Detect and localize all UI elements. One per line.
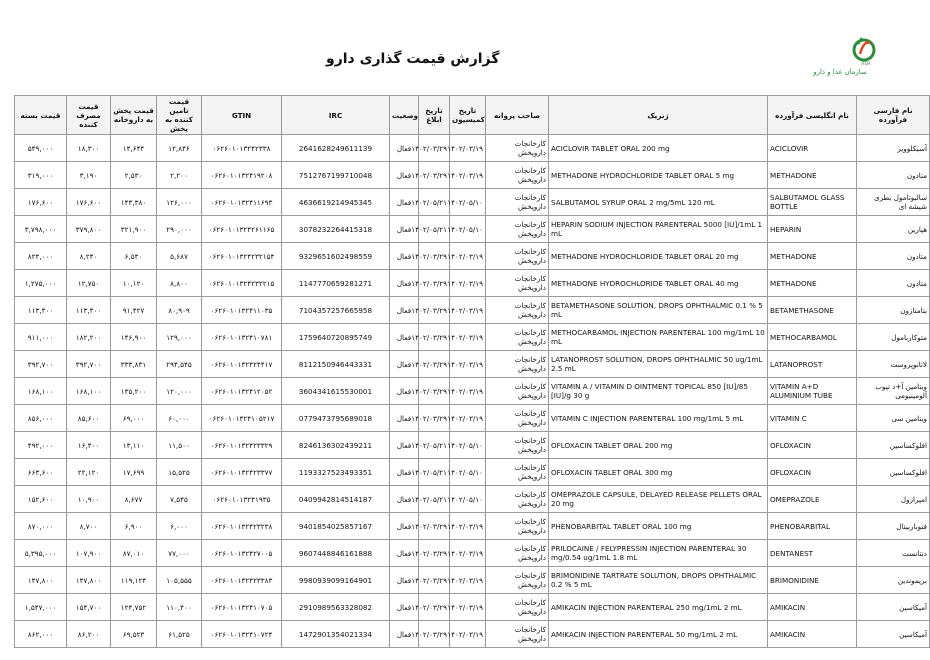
cell-pharmacy-price: ۱۴۳,۳۸۰ xyxy=(111,189,157,216)
cell-license-owner: کارخانجات داروپخش xyxy=(486,216,549,243)
cell-english-name: METHOCARBAMOL xyxy=(768,324,857,351)
cell-status: فعال xyxy=(390,459,419,486)
cell-pack-price: ۵۴۹,۰۰۰ xyxy=(15,135,67,162)
cell-supplier-price: ۷,۵۴۵ xyxy=(157,486,202,513)
cell-irc: 0779473795689018 xyxy=(282,405,390,432)
cell-english-name: BRIMONIDINE xyxy=(768,567,857,594)
cell-persian-name: متادون xyxy=(857,162,930,189)
cell-consumer-price: ۳۷۹,۸۰۰ xyxy=(67,216,111,243)
col-consumer-price: قیمت مصرف کننده xyxy=(67,96,111,135)
cell-supplier-price: ۸,۸۰۰ xyxy=(157,270,202,297)
cell-gtin: ۰۶۲۶۰۱۰۱۳۲۴۱۱۰۳۵ xyxy=(202,297,282,324)
cell-commission-date: ۱۴۰۲/۰۳/۱۹ xyxy=(450,540,486,567)
cell-english-name: VITAMIN C xyxy=(768,405,857,432)
table-row xyxy=(15,513,930,540)
cell-supplier-price: ۲,۲۰۰ xyxy=(157,162,202,189)
cell-gtin: ۰۶۲۶۰۱۰۱۳۲۴۱۹۲۰۸ xyxy=(202,162,282,189)
cell-english-name: BETAMETHASONE xyxy=(768,297,857,324)
cell-pack-price: ۱۵۲,۶۰۰ xyxy=(15,486,67,513)
cell-generic: AMIKACIN INJECTION PARENTERAL 250 mg/1mL 2 mL xyxy=(549,594,768,621)
table-row xyxy=(15,459,930,486)
table-row xyxy=(15,351,930,378)
cell-notify-date: ۱۴۰۲/۰۳/۲۹ xyxy=(419,405,450,432)
cell-supplier-price: ۱۱۰,۴۰۰ xyxy=(157,594,202,621)
cell-persian-name: آمیکاسین xyxy=(857,594,930,621)
cell-pack-price: ۸۲۴,۰۰۰ xyxy=(15,243,67,270)
cell-english-name: AMIKACIN xyxy=(768,621,857,648)
cell-commission-date: ۱۴۰۲/۰۳/۱۹ xyxy=(450,513,486,540)
cell-notify-date: ۱۴۰۲/۰۵/۲۱ xyxy=(419,486,450,513)
cell-english-name: VITAMIN A+D ALUMINIUM TUBE xyxy=(768,378,857,405)
cell-irc: 8246136302439211 xyxy=(282,432,390,459)
cell-gtin: ۰۶۲۶۰۱۰۱۳۲۴۱۹۳۵ xyxy=(202,486,282,513)
cell-generic: OFLOXACIN TABLET ORAL 300 mg xyxy=(549,459,768,486)
cell-pack-price: ۳,۷۹۸,۰۰۰ xyxy=(15,216,67,243)
cell-status: فعال xyxy=(390,621,419,648)
cell-consumer-price: ۱۷۶,۶۰۰ xyxy=(67,189,111,216)
cell-gtin: ۰۶۲۶۰۱۰۱۳۲۴۲۶۱۱۶۵ xyxy=(202,216,282,243)
cell-pharmacy-price: ۶,۹۰۰ xyxy=(111,513,157,540)
table-row xyxy=(15,378,930,405)
cell-commission-date: ۱۴۰۲/۰۳/۱۹ xyxy=(450,297,486,324)
cell-irc: 9329651602498559 xyxy=(282,243,390,270)
cell-irc: 2910989563328082 xyxy=(282,594,390,621)
cell-supplier-price: ۱۰۵,۵۵۵ xyxy=(157,567,202,594)
cell-supplier-price: ۱۲۹,۰۰۰ xyxy=(157,324,202,351)
cell-irc: 1759640720895749 xyxy=(282,324,390,351)
cell-license-owner: کارخانجات داروپخش xyxy=(486,297,549,324)
cell-consumer-price: ۸۶,۲۰۰ xyxy=(67,621,111,648)
cell-english-name: SALBUTAMOL GLASS BOTTLE xyxy=(768,189,857,216)
cell-consumer-price: ۱۵۴,۷۰۰ xyxy=(67,594,111,621)
cell-gtin: ۰۶۲۶۰۱۰۱۳۲۴۲۷۰۰۵ xyxy=(202,540,282,567)
cell-consumer-price: ۸,۲۴۰ xyxy=(67,243,111,270)
cell-persian-name: متادون xyxy=(857,243,930,270)
cell-consumer-price: ۱۸۲,۲۰۰ xyxy=(67,324,111,351)
cell-irc: 1472901354021334 xyxy=(282,621,390,648)
col-irc: IRC xyxy=(282,96,390,135)
cell-status: فعال xyxy=(390,513,419,540)
cell-notify-date: ۱۴۰۲/۰۳/۲۹ xyxy=(419,270,450,297)
cell-persian-name: متوکاربامول xyxy=(857,324,930,351)
cell-gtin: ۰۶۲۶۰۱۰۱۳۲۴۲۳۳۸ xyxy=(202,135,282,162)
cell-pack-price: ۸۷۰,۰۰۰ xyxy=(15,513,67,540)
cell-notify-date: ۱۴۰۲/۰۳/۲۹ xyxy=(419,135,450,162)
cell-consumer-price: ۲۲,۱۲۰ xyxy=(67,459,111,486)
cell-supplier-price: ۱۱,۵۰۰ xyxy=(157,432,202,459)
cell-pack-price: ۶۶۳,۶۰۰ xyxy=(15,459,67,486)
cell-notify-date: ۱۴۰۲/۰۵/۲۱ xyxy=(419,216,450,243)
cell-english-name: PHENOBARBITAL xyxy=(768,513,857,540)
col-gtin: GTIN xyxy=(202,96,282,135)
cell-consumer-price: ۱۴۷,۸۰۰ xyxy=(67,567,111,594)
table-row xyxy=(15,270,930,297)
cell-status: فعال xyxy=(390,378,419,405)
cell-persian-name: آسیکلوویر xyxy=(857,135,930,162)
table-row xyxy=(15,216,930,243)
cell-generic: OMEPRAZOLE CAPSULE, DELAYED RELEASE PELLETS ORAL 20 mg xyxy=(549,486,768,513)
cell-supplier-price: ۵,۶۸۷ xyxy=(157,243,202,270)
cell-pharmacy-price: ۱۳۵,۲۰۰ xyxy=(111,378,157,405)
cell-pack-price: ۴۹۲,۰۰۰ xyxy=(15,432,67,459)
cell-generic: PRILOCAINE / FELYPRESSIN INJECTION PARENTERAL 30 mg/0.54 ug/1mL 1.8 mL xyxy=(549,540,768,567)
cell-pharmacy-price: ۳۳۳,۸۳۱ xyxy=(111,351,157,378)
cell-status: فعال xyxy=(390,351,419,378)
cell-gtin: ۰۶۲۶۰۱۰۱۳۲۴۱۰۷۸۱ xyxy=(202,324,282,351)
cell-gtin: ۰۶۲۶۰۱۰۱۳۲۴۲۳۲۱۵۴ xyxy=(202,243,282,270)
table-row xyxy=(15,189,930,216)
cell-license-owner: کارخانجات داروپخش xyxy=(486,135,549,162)
cell-license-owner: کارخانجات داروپخش xyxy=(486,621,549,648)
cell-irc: 7104357257665958 xyxy=(282,297,390,324)
cell-status: فعال xyxy=(390,486,419,513)
cell-generic: PHENOBARBITAL TABLET ORAL 100 mg xyxy=(549,513,768,540)
cell-irc: 2641628249611139 xyxy=(282,135,390,162)
cell-pharmacy-price: ۱۳,۱۱۰ xyxy=(111,432,157,459)
cell-generic: LATANOPROST SOLUTION, DROPS OPHTHALMIC 50 ug/1mL 2.5 mL xyxy=(549,351,768,378)
cell-consumer-price: ۸,۷۰۰ xyxy=(67,513,111,540)
cell-pharmacy-price: ۱۰,۱۲۰ xyxy=(111,270,157,297)
table-row xyxy=(15,162,930,189)
table-row xyxy=(15,297,930,324)
cell-commission-date: ۱۴۰۲/۰۳/۱۹ xyxy=(450,351,486,378)
cell-status: فعال xyxy=(390,567,419,594)
cell-license-owner: کارخانجات داروپخش xyxy=(486,459,549,486)
cell-status: فعال xyxy=(390,162,419,189)
cell-persian-name: آمیکاسین xyxy=(857,621,930,648)
cell-gtin: ۰۶۲۶۰۱۰۱۳۲۴۱۰۵۲۱۷ xyxy=(202,405,282,432)
cell-license-owner: کارخانجات داروپخش xyxy=(486,405,549,432)
table-row xyxy=(15,432,930,459)
cell-status: فعال xyxy=(390,324,419,351)
cell-notify-date: ۱۴۰۲/۰۳/۲۹ xyxy=(419,162,450,189)
cell-consumer-price: ۱۶۸,۱۰۰ xyxy=(67,378,111,405)
cell-license-owner: کارخانجات داروپخش xyxy=(486,432,549,459)
cell-commission-date: ۱۴۰۲/۰۳/۱۹ xyxy=(450,162,486,189)
cell-pack-price: ۱,۵۴۷,۰۰۰ xyxy=(15,594,67,621)
cell-gtin: ۰۶۲۶۰۱۰۱۳۲۴۲۳۲۲۱۵ xyxy=(202,270,282,297)
cell-pharmacy-price: ۶۹,۰۰۰ xyxy=(111,405,157,432)
cell-commission-date: ۱۴۰۲/۰۳/۱۹ xyxy=(450,621,486,648)
cell-notify-date: ۱۴۰۲/۰۳/۲۹ xyxy=(419,567,450,594)
cell-persian-name: سالبوتامول بطری شیشه ای xyxy=(857,189,930,216)
cell-notify-date: ۱۴۰۲/۰۳/۲۹ xyxy=(419,378,450,405)
cell-consumer-price: ۱۱۳,۴۰۰ xyxy=(67,297,111,324)
cell-generic: OFLOXACIN TABLET ORAL 200 mg xyxy=(549,432,768,459)
cell-pharmacy-price: ۱۱۹,۱۲۴ xyxy=(111,567,157,594)
cell-persian-name: متادون xyxy=(857,270,930,297)
cell-gtin: ۰۶۲۶۰۱۰۱۳۲۴۱۲۰۵۲ xyxy=(202,378,282,405)
cell-persian-name: افلوکساسین xyxy=(857,432,930,459)
cell-license-owner: کارخانجات داروپخش xyxy=(486,351,549,378)
cell-notify-date: ۱۴۰۲/۰۳/۲۹ xyxy=(419,513,450,540)
cell-pack-price: ۵,۳۹۵,۰۰۰ xyxy=(15,540,67,567)
cell-license-owner: کارخانجات داروپخش xyxy=(486,594,549,621)
cell-generic: ACICLOVIR TABLET ORAL 200 mg xyxy=(549,135,768,162)
cell-notify-date: ۱۴۰۲/۰۳/۲۹ xyxy=(419,621,450,648)
cell-gtin: ۰۶۲۶۰۱۰۱۳۲۴۲۳۳۸۳ xyxy=(202,567,282,594)
cell-english-name: AMIKACIN xyxy=(768,594,857,621)
cell-status: فعال xyxy=(390,189,419,216)
table-row xyxy=(15,243,930,270)
cell-persian-name: بریموندین xyxy=(857,567,930,594)
cell-persian-name: لاتانوپروست xyxy=(857,351,930,378)
cell-status: فعال xyxy=(390,270,419,297)
cell-generic: HEPARIN SODIUM INJECTION PARENTERAL 5000 [IU]/1mL 1 mL xyxy=(549,216,768,243)
cell-commission-date: ۱۴۰۲/۰۳/۱۹ xyxy=(450,270,486,297)
cell-supplier-price: ۱۲۰,۰۰۰ xyxy=(157,378,202,405)
col-pack-price: قیمت بسته xyxy=(15,96,67,135)
cell-generic: METHADONE HYDROCHLORIDE TABLET ORAL 40 mg xyxy=(549,270,768,297)
cell-irc: 9980939099164901 xyxy=(282,567,390,594)
cell-pharmacy-price: ۶۹,۵۲۳ xyxy=(111,621,157,648)
cell-license-owner: کارخانجات داروپخش xyxy=(486,540,549,567)
cell-pack-price: ۹۱۱,۰۰۰ xyxy=(15,324,67,351)
cell-gtin: ۰۶۲۶۰۱۰۱۳۲۴۲۳۳۷۷ xyxy=(202,459,282,486)
cell-generic: SALBUTAMOL SYRUP ORAL 2 mg/5mL 120 mL xyxy=(549,189,768,216)
cell-irc: 9607448846161888 xyxy=(282,540,390,567)
cell-english-name: METHADONE xyxy=(768,270,857,297)
cell-pack-price: ۳۹۲,۷۰۰ xyxy=(15,351,67,378)
cell-supplier-price: ۲۹۴,۵۴۵ xyxy=(157,351,202,378)
cell-pharmacy-price: ۳۲۱,۹۰۰ xyxy=(111,216,157,243)
cell-license-owner: کارخانجات داروپخش xyxy=(486,270,549,297)
cell-gtin: ۰۶۲۶۰۱۰۱۳۲۴۲۳۳۲۹ xyxy=(202,432,282,459)
cell-notify-date: ۱۴۰۲/۰۳/۲۹ xyxy=(419,594,450,621)
col-license-owner: صاحب پروانه xyxy=(486,96,549,135)
cell-english-name: OFLOXACIN xyxy=(768,459,857,486)
cell-consumer-price: ۱۶,۴۰۰ xyxy=(67,432,111,459)
cell-commission-date: ۱۴۰۲/۰۳/۱۹ xyxy=(450,594,486,621)
cell-irc: 1147770659281271 xyxy=(282,270,390,297)
svg-text:IFDA: IFDA xyxy=(861,61,871,66)
cell-irc: 3078232264415318 xyxy=(282,216,390,243)
cell-commission-date: ۱۴۰۲/۰۳/۱۹ xyxy=(450,378,486,405)
cell-consumer-price: ۱۸,۳۰۰ xyxy=(67,135,111,162)
cell-notify-date: ۱۴۰۲/۰۳/۲۹ xyxy=(419,297,450,324)
cell-pack-price: ۱۷۶,۶۰۰ xyxy=(15,189,67,216)
col-supplier-price: قیمت تامین کننده به پخش xyxy=(157,96,202,135)
cell-consumer-price: ۱۲,۷۵۰ xyxy=(67,270,111,297)
cell-license-owner: کارخانجات داروپخش xyxy=(486,189,549,216)
cell-status: فعال xyxy=(390,405,419,432)
cell-commission-date: ۱۴۰۲/۰۵/۱۰ xyxy=(450,432,486,459)
cell-pack-price: ۱,۲۷۵,۰۰۰ xyxy=(15,270,67,297)
cell-pack-price: ۱۱۳,۴۰۰ xyxy=(15,297,67,324)
cell-license-owner: کارخانجات داروپخش xyxy=(486,162,549,189)
cell-supplier-price: ۱۵,۵۲۵ xyxy=(157,459,202,486)
cell-notify-date: ۱۴۰۲/۰۵/۲۱ xyxy=(419,432,450,459)
cell-notify-date: ۱۴۰۲/۰۵/۲۱ xyxy=(419,459,450,486)
table-row xyxy=(15,567,930,594)
cell-generic: METHADONE HYDROCHLORIDE TABLET ORAL 5 mg xyxy=(549,162,768,189)
cell-pharmacy-price: ۱۴۶,۹۰۰ xyxy=(111,324,157,351)
cell-supplier-price: ۱۲,۸۴۶ xyxy=(157,135,202,162)
cell-english-name: LATANOPROST xyxy=(768,351,857,378)
cell-pharmacy-price: ۱۲۴,۷۵۲ xyxy=(111,594,157,621)
header-row xyxy=(15,96,930,135)
cell-pack-price: ۱۶۸,۱۰۰ xyxy=(15,378,67,405)
cell-status: فعال xyxy=(390,297,419,324)
cell-status: فعال xyxy=(390,540,419,567)
col-english-name: نام انگلیسی فرآورده xyxy=(768,96,857,135)
cell-supplier-price: ۲۹۰,۰۰۰ xyxy=(157,216,202,243)
cell-gtin: ۰۶۲۶۰۱۰۱۳۲۴۱۰۷۰۵ xyxy=(202,594,282,621)
cell-consumer-price: ۱۰,۹۰۰ xyxy=(67,486,111,513)
cell-gtin: ۰۶۲۶۰۱۰۱۳۲۴۲۴۴۱۷ xyxy=(202,351,282,378)
cell-english-name: ACICLOVIR xyxy=(768,135,857,162)
cell-supplier-price: ۶۱,۵۲۵ xyxy=(157,621,202,648)
col-pharmacy-price: قیمت پخش به داروخانه xyxy=(111,96,157,135)
cell-commission-date: ۱۴۰۲/۰۵/۱۰ xyxy=(450,459,486,486)
cell-persian-name: ویتامین سی xyxy=(857,405,930,432)
cell-english-name: DENTANEST xyxy=(768,540,857,567)
cell-persian-name: دنتانست xyxy=(857,540,930,567)
cell-english-name: OMEPRAZOLE xyxy=(768,486,857,513)
cell-persian-name: افلوکساسین xyxy=(857,459,930,486)
cell-commission-date: ۱۴۰۲/۰۵/۱۰ xyxy=(450,216,486,243)
cell-english-name: METHADONE xyxy=(768,243,857,270)
cell-persian-name: بتامتازون xyxy=(857,297,930,324)
cell-generic: VITAMIN A / VITAMIN D OINTMENT TOPICAL 850 [IU]/85 [IU]/g 30 g xyxy=(549,378,768,405)
cell-commission-date: ۱۴۰۲/۰۵/۱۰ xyxy=(450,486,486,513)
cell-pharmacy-price: ۸۷,۰۱۰ xyxy=(111,540,157,567)
cell-english-name: METHADONE xyxy=(768,162,857,189)
cell-license-owner: کارخانجات داروپخش xyxy=(486,378,549,405)
cell-status: فعال xyxy=(390,243,419,270)
table-row xyxy=(15,540,930,567)
cell-english-name: OFLOXACIN xyxy=(768,432,857,459)
cell-persian-name: امپرازول xyxy=(857,486,930,513)
cell-irc: 8112150946443331 xyxy=(282,351,390,378)
cell-license-owner: کارخانجات داروپخش xyxy=(486,486,549,513)
col-commission-date: تاریخ کمیسیون xyxy=(450,96,486,135)
cell-persian-name: فنوباربیتال xyxy=(857,513,930,540)
cell-generic: BRIMONIDINE TARTRATE SOLUTION, DROPS OPHTHALMIC 0.2 % 5 mL xyxy=(549,567,768,594)
cell-license-owner: کارخانجات داروپخش xyxy=(486,324,549,351)
cell-generic: METHOCARBAMOL INJECTION PARENTERAL 100 mg/1mL 10 mL xyxy=(549,324,768,351)
cell-pharmacy-price: ۸,۶۷۷ xyxy=(111,486,157,513)
cell-persian-name: هپارین xyxy=(857,216,930,243)
cell-generic: BETAMETHASONE SOLUTION, DROPS OPHTHALMIC 0.1 % 5 mL xyxy=(549,297,768,324)
col-persian-name: نام فارسی فرآورده xyxy=(857,96,930,135)
col-notify-date: تاریخ ابلاغ xyxy=(419,96,450,135)
cell-generic: VITAMIN C INJECTION PARENTERAL 100 mg/1mL 5 mL xyxy=(549,405,768,432)
cell-irc: 4636619214945345 xyxy=(282,189,390,216)
cell-status: فعال xyxy=(390,135,419,162)
cell-license-owner: کارخانجات داروپخش xyxy=(486,513,549,540)
table-row xyxy=(15,405,930,432)
cell-commission-date: ۱۴۰۲/۰۳/۱۹ xyxy=(450,243,486,270)
cell-pharmacy-price: ۶,۵۴۰ xyxy=(111,243,157,270)
cell-license-owner: کارخانجات داروپخش xyxy=(486,567,549,594)
cell-commission-date: ۱۴۰۲/۰۳/۱۹ xyxy=(450,405,486,432)
cell-supplier-price: ۶,۰۰۰ xyxy=(157,513,202,540)
col-status: وضعیت xyxy=(390,96,419,135)
cell-persian-name: ویتامین آ+د تیوب آلومینیومی xyxy=(857,378,930,405)
cell-generic: METHADONE HYDROCHLORIDE TABLET ORAL 20 mg xyxy=(549,243,768,270)
cell-supplier-price: ۷۷,۰۰۰ xyxy=(157,540,202,567)
cell-pack-price: ۸۶۲,۰۰۰ xyxy=(15,621,67,648)
table-row xyxy=(15,486,930,513)
cell-status: فعال xyxy=(390,216,419,243)
table-row xyxy=(15,135,930,162)
cell-generic: AMIKACIN INJECTION PARENTERAL 50 mg/1mL 2 mL xyxy=(549,621,768,648)
cell-notify-date: ۱۴۰۲/۰۳/۲۹ xyxy=(419,540,450,567)
svg-text:سازمان غذا و دارو: سازمان غذا و دارو xyxy=(813,68,867,76)
cell-irc: 9401854025857167 xyxy=(282,513,390,540)
table-row xyxy=(15,621,930,648)
cell-status: فعال xyxy=(390,432,419,459)
cell-commission-date: ۱۴۰۲/۰۵/۱۰ xyxy=(450,189,486,216)
cell-license-owner: کارخانجات داروپخش xyxy=(486,243,549,270)
table-row xyxy=(15,324,930,351)
cell-commission-date: ۱۴۰۲/۰۳/۱۹ xyxy=(450,135,486,162)
cell-consumer-price: ۳,۱۹۰ xyxy=(67,162,111,189)
cell-supplier-price: ۶۰,۰۰۰ xyxy=(157,405,202,432)
cell-pharmacy-price: ۹۱,۴۲۷ xyxy=(111,297,157,324)
table-row xyxy=(15,594,930,621)
cell-pharmacy-price: ۱۷,۶۹۹ xyxy=(111,459,157,486)
col-generic: ژنریک xyxy=(549,96,768,135)
cell-notify-date: ۱۴۰۲/۰۳/۲۹ xyxy=(419,351,450,378)
cell-supplier-price: ۸۰,۹۰۹ xyxy=(157,297,202,324)
cell-status: فعال xyxy=(390,594,419,621)
cell-supplier-price: ۱۲۶,۰۰۰ xyxy=(157,189,202,216)
cell-consumer-price: ۱۰۷,۹۰۰ xyxy=(67,540,111,567)
cell-irc: 1193327523493351 xyxy=(282,459,390,486)
cell-english-name: HEPARIN xyxy=(768,216,857,243)
cell-irc: 0409942814514187 xyxy=(282,486,390,513)
report-title: گزارش قیمت گذاری دارو xyxy=(326,51,500,67)
cell-commission-date: ۱۴۰۲/۰۳/۱۹ xyxy=(450,567,486,594)
cell-pack-price: ۸۵۶,۰۰۰ xyxy=(15,405,67,432)
cell-pharmacy-price: ۲,۵۳۰ xyxy=(111,162,157,189)
cell-pack-price: ۱۴۷,۸۰۰ xyxy=(15,567,67,594)
cell-gtin: ۰۶۲۶۰۱۰۱۳۲۴۲۳۲۳۸ xyxy=(202,513,282,540)
cell-pack-price: ۳۱۹,۰۰۰ xyxy=(15,162,67,189)
cell-notify-date: ۱۴۰۲/۰۵/۲۱ xyxy=(419,189,450,216)
cell-pharmacy-price: ۱۴,۶۴۴ xyxy=(111,135,157,162)
cell-consumer-price: ۸۵,۶۰۰ xyxy=(67,405,111,432)
cell-notify-date: ۱۴۰۲/۰۳/۲۹ xyxy=(419,324,450,351)
cell-notify-date: ۱۴۰۲/۰۳/۲۹ xyxy=(419,243,450,270)
cell-gtin: ۰۶۲۶۰۱۰۱۳۲۴۱۰۷۲۴ xyxy=(202,621,282,648)
cell-consumer-price: ۳۹۲,۷۰۰ xyxy=(67,351,111,378)
cell-irc: 3604341615530001 xyxy=(282,378,390,405)
cell-irc: 7512767199710048 xyxy=(282,162,390,189)
cell-gtin: ۰۶۲۶۰۱۰۱۳۲۴۱۱۶۹۳ xyxy=(202,189,282,216)
price-table xyxy=(14,95,930,648)
cell-commission-date: ۱۴۰۲/۰۳/۱۹ xyxy=(450,324,486,351)
